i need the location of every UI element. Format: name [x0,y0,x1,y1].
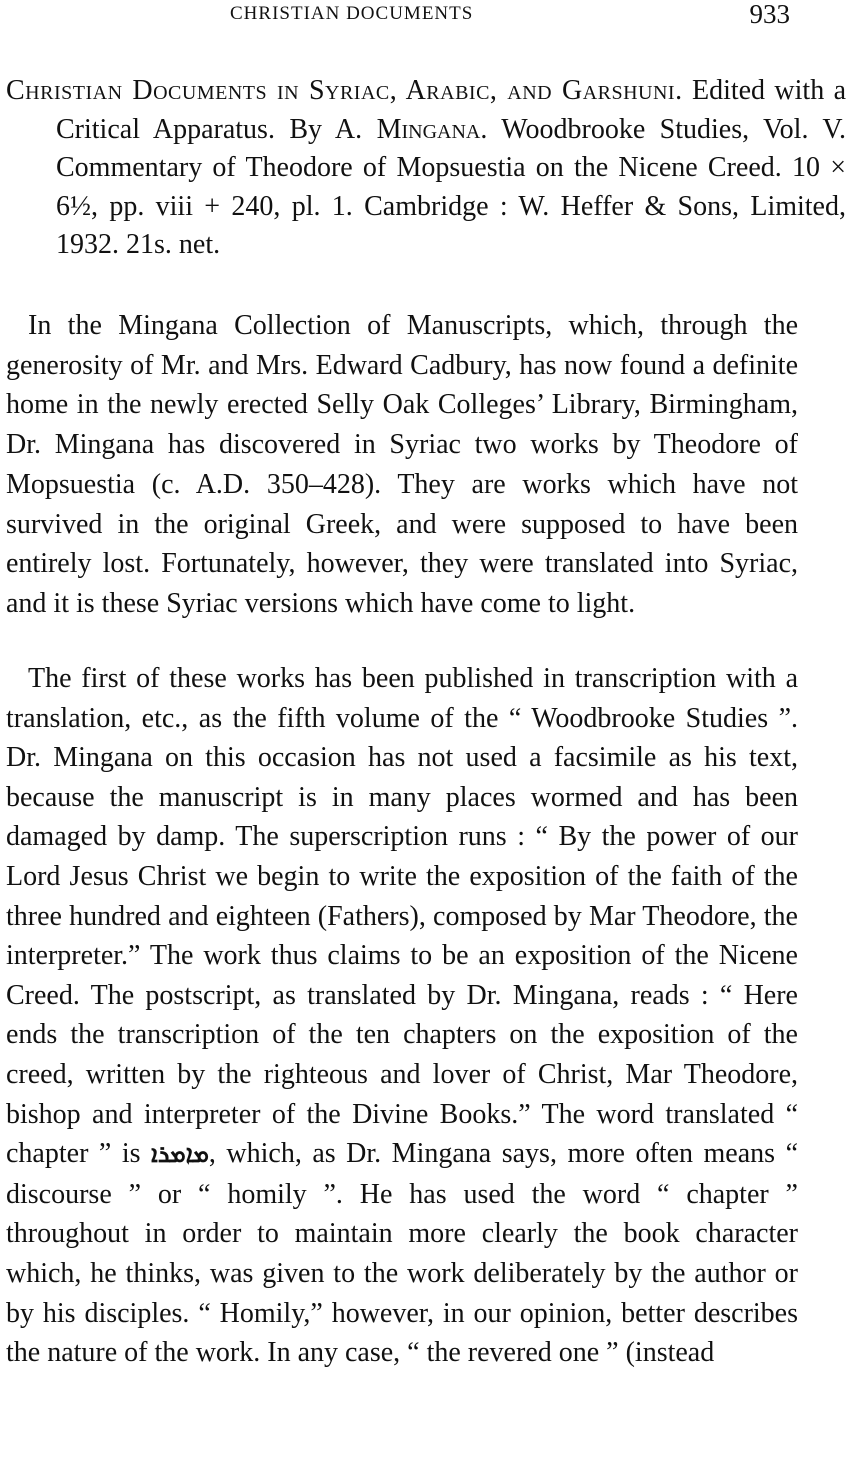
paragraph-2 [6,659,798,1373]
running-head: CHRISTIAN DOCUMENTS [230,3,474,24]
page-header [0,0,800,34]
paragraph-2-text-after: , which, as Dr. Mingana says, more often means “ discourse ” or “ homily ”. He has used the word “ chapter ” throughout in order to maintain more clearly the book character which, he thinks, was given to the work deliberately by the author or by his disciples. “ Homily,” however, in our opinion, better describes the nature of the work. In any case, “ the revered one ” (instead [6,1138,798,1369]
page-number: 933 [749,0,790,29]
editor-name: Mingana. [376,113,488,145]
book-title: Christian Documents in Syriac, Arabic, and Garshuni. [6,75,683,106]
syriac-word: ܡܐܡܪܐ [151,1140,209,1169]
citation-text-1: Edited with a Critical Apparatus. By A. [56,75,846,145]
paragraph-2-text-before: The first of these works has been published in transcription with a translation, etc., as the fifth volume of the “ Woodbrooke Studies ”. Dr. Mingana on this occasion has not used a facsimile as his text, because the manuscript is in many places wormed and has been damaged by damp. The superscription runs : “ By the power of our Lord Jesus Christ we begin to write the exposition of the faith of the three hundred and eighteen (Fathers), composed by Mar Theodore, the interpreter.” The work thus claims to be an exposition of the Nicene Creed. The postscript, as translated by Dr. Mingana, reads : “ Here ends the transcription of the ten chapters on the exposition of the creed, written by the righteous and lover of Christ, Mar Theodore, bishop and interpreter of the Divine Books.” The word translated “ chapter ” is [6,663,798,1170]
book-citation [6,72,846,265]
citation-text-2: Woodbrooke Studies, Vol. V. Commentary of Theodore of Mopsuestia on the Nicene Creed. 10 × 6½, pp. viii + 240, pl. 1. Cambridge : W. Heffer & Sons, Limited, 1932. 21s. net. [56,113,846,260]
paragraph-1: In the Mingana Collection of Manuscripts, which, through the generosity of Mr. and Mrs. Edward Cadbury, has now found a definite home in the newly erected Selly Oak Colleges’ Library, Birmingham, Dr. Mingana has discovered in Syriac two works by Theodore of Mopsuestia (c. A.D. 350–428). They are works which have not survived in the original Greek, and were supposed to have been entirely lost. Fortunately, however, they were translated into Syriac, and it is these Syriac versions which have come to light. [6,310,798,619]
